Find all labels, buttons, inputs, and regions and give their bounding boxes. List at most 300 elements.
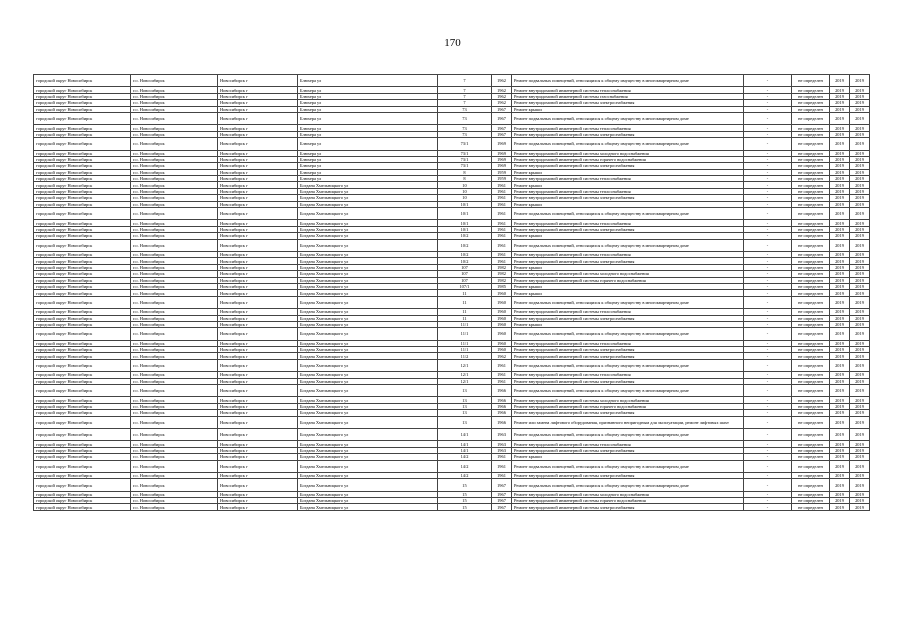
district-cell: г.о. Новосибирск <box>131 258 218 264</box>
house-number-cell: 10/2 <box>438 258 492 264</box>
house-number-cell: 11/2 <box>438 353 492 359</box>
district-cell: г.о. Новосибирск <box>131 150 218 156</box>
street-cell: Блюхера ул <box>298 131 438 137</box>
dash-cell: - <box>744 75 792 87</box>
year-start-cell: 2019 <box>830 271 850 277</box>
contractor-cell: не определен <box>792 296 830 308</box>
work-type-cell: Ремонт внутридомовой инженерной системы электроснабжения <box>512 226 744 232</box>
locality-cell: Новосибирск г <box>218 359 298 371</box>
house-number-cell: 14/1 <box>438 447 492 453</box>
district-cell: г.о. Новосибирск <box>131 385 218 397</box>
work-type-cell: Ремонт крыши <box>512 290 744 296</box>
table-row <box>34 504 870 510</box>
municipality-cell: городской округ Новосибирск <box>34 169 131 175</box>
dash-cell: - <box>744 106 792 112</box>
year-start-cell: 2019 <box>830 106 850 112</box>
house-number-cell: 15 <box>438 498 492 504</box>
street-cell: Богдана Хмельницкого ул <box>298 347 438 353</box>
contractor-cell: не определен <box>792 472 830 478</box>
locality-cell: Новосибирск г <box>218 441 298 447</box>
dash-cell: - <box>744 169 792 175</box>
table-row <box>34 75 870 87</box>
contractor-cell: не определен <box>792 403 830 409</box>
locality-cell: Новосибирск г <box>218 100 298 106</box>
year-end-cell: 2019 <box>850 397 870 403</box>
locality-cell: Новосибирск г <box>218 233 298 239</box>
year-start-cell: 2019 <box>830 472 850 478</box>
street-cell: Блюхера ул <box>298 138 438 150</box>
district-cell: г.о. Новосибирск <box>131 138 218 150</box>
year-end-cell: 2019 <box>850 347 870 353</box>
dash-cell: - <box>744 372 792 378</box>
street-cell: Богдана Хмельницкого ул <box>298 283 438 289</box>
work-type-cell: Ремонт внутридомовой инженерной системы горячего водоснабжения <box>512 156 744 162</box>
municipality-cell: городской округ Новосибирск <box>34 498 131 504</box>
district-cell: г.о. Новосибирск <box>131 353 218 359</box>
street-cell: Богдана Хмельницкого ул <box>298 188 438 194</box>
municipality-cell: городской округ Новосибирск <box>34 347 131 353</box>
year-start-cell: 2019 <box>830 441 850 447</box>
build-year-cell: 1961 <box>492 226 512 232</box>
build-year-cell: 1961 <box>492 239 512 251</box>
municipality-cell: городской округ Новосибирск <box>34 403 131 409</box>
build-year-cell: 1960 <box>492 290 512 296</box>
work-type-cell: Ремонт подвальных помещений, относящихся к общему имуществу в многоквартирном доме <box>512 479 744 491</box>
work-type-cell: Ремонт внутридомовой инженерной системы теплоснабжения <box>512 188 744 194</box>
year-start-cell: 2019 <box>830 428 850 440</box>
year-end-cell: 2019 <box>850 472 870 478</box>
locality-cell: Новосибирск г <box>218 428 298 440</box>
locality-cell: Новосибирск г <box>218 504 298 510</box>
house-number-cell: 14/2 <box>438 472 492 478</box>
municipality-cell: городской округ Новосибирск <box>34 131 131 137</box>
dash-cell: - <box>744 131 792 137</box>
year-start-cell: 2019 <box>830 277 850 283</box>
street-cell: Богдана Хмельницкого ул <box>298 378 438 384</box>
work-type-cell: Ремонт внутридомовой инженерной системы теплоснабжения <box>512 87 744 93</box>
district-cell: г.о. Новосибирск <box>131 100 218 106</box>
locality-cell: Новосибирск г <box>218 251 298 257</box>
build-year-cell: 1961 <box>492 472 512 478</box>
street-cell: Богдана Хмельницкого ул <box>298 251 438 257</box>
locality-cell: Новосибирск г <box>218 93 298 99</box>
year-start-cell: 2019 <box>830 163 850 169</box>
district-cell: г.о. Новосибирск <box>131 428 218 440</box>
locality-cell: Новосибирск г <box>218 315 298 321</box>
build-year-cell: 1961 <box>492 233 512 239</box>
municipality-cell: городской округ Новосибирск <box>34 112 131 124</box>
build-year-cell: 1966 <box>492 385 512 397</box>
work-type-cell: Ремонт крыши <box>512 321 744 327</box>
house-number-cell: 10/2 <box>438 251 492 257</box>
work-type-cell: Ремонт внутридомовой инженерной системы холодного водоснабжения <box>512 491 744 497</box>
dash-cell: - <box>744 208 792 220</box>
house-number-cell: 14/1 <box>438 428 492 440</box>
dash-cell: - <box>744 491 792 497</box>
municipality-cell: городской округ Новосибирск <box>34 340 131 346</box>
year-end-cell: 2019 <box>850 410 870 416</box>
locality-cell: Новосибирск г <box>218 340 298 346</box>
build-year-cell: 1960 <box>492 296 512 308</box>
locality-cell: Новосибирск г <box>218 125 298 131</box>
contractor-cell: не определен <box>792 498 830 504</box>
build-year-cell: 1967 <box>492 112 512 124</box>
build-year-cell: 1960 <box>492 309 512 315</box>
contractor-cell: не определен <box>792 372 830 378</box>
locality-cell: Новосибирск г <box>218 188 298 194</box>
house-number-cell: 73 <box>438 112 492 124</box>
municipality-cell: городской округ Новосибирск <box>34 75 131 87</box>
work-type-cell: Ремонт внутридомовой инженерной системы электроснабжения <box>512 100 744 106</box>
locality-cell: Новосибирск г <box>218 479 298 491</box>
work-type-cell: Ремонт внутридомовой инженерной системы газоснабжения <box>512 93 744 99</box>
street-cell: Блюхера ул <box>298 106 438 112</box>
street-cell: Богдана Хмельницкого ул <box>298 239 438 251</box>
house-number-cell: 73/1 <box>438 156 492 162</box>
build-year-cell: 1960 <box>492 328 512 340</box>
house-number-cell: 10/1 <box>438 208 492 220</box>
district-cell: г.о. Новосибирск <box>131 315 218 321</box>
house-number-cell: 73 <box>438 106 492 112</box>
year-end-cell: 2019 <box>850 378 870 384</box>
municipality-cell: городской округ Новосибирск <box>34 385 131 397</box>
district-cell: г.о. Новосибирск <box>131 75 218 87</box>
dash-cell: - <box>744 410 792 416</box>
district-cell: г.о. Новосибирск <box>131 188 218 194</box>
dash-cell: - <box>744 239 792 251</box>
locality-cell: Новосибирск г <box>218 208 298 220</box>
year-end-cell: 2019 <box>850 150 870 156</box>
work-type-cell: Ремонт внутридомовой инженерной системы теплоснабжения <box>512 340 744 346</box>
dash-cell: - <box>744 353 792 359</box>
district-cell: г.о. Новосибирск <box>131 163 218 169</box>
municipality-cell: городской округ Новосибирск <box>34 258 131 264</box>
year-start-cell: 2019 <box>830 315 850 321</box>
district-cell: г.о. Новосибирск <box>131 472 218 478</box>
year-start-cell: 2019 <box>830 188 850 194</box>
street-cell: Богдана Хмельницкого ул <box>298 271 438 277</box>
district-cell: г.о. Новосибирск <box>131 397 218 403</box>
year-end-cell: 2019 <box>850 277 870 283</box>
locality-cell: Новосибирск г <box>218 258 298 264</box>
house-number-cell: 7 <box>438 87 492 93</box>
work-type-cell: Ремонт подвальных помещений, относящихся к общему имуществу в многоквартирном доме <box>512 138 744 150</box>
house-number-cell: 13 <box>438 410 492 416</box>
year-start-cell: 2019 <box>830 75 850 87</box>
year-start-cell: 2019 <box>830 93 850 99</box>
work-type-cell: Ремонт внутридомовой инженерной системы холодного водоснабжения <box>512 150 744 156</box>
municipality-cell: городской округ Новосибирск <box>34 182 131 188</box>
contractor-cell: не определен <box>792 454 830 460</box>
year-end-cell: 2019 <box>850 447 870 453</box>
municipality-cell: городской округ Новосибирск <box>34 100 131 106</box>
contractor-cell: не определен <box>792 460 830 472</box>
street-cell: Богдана Хмельницкого ул <box>298 258 438 264</box>
contractor-cell: не определен <box>792 125 830 131</box>
year-end-cell: 2019 <box>850 75 870 87</box>
district-cell: г.о. Новосибирск <box>131 321 218 327</box>
locality-cell: Новосибирск г <box>218 264 298 270</box>
year-end-cell: 2019 <box>850 87 870 93</box>
build-year-cell: 1966 <box>492 410 512 416</box>
municipality-cell: городской округ Новосибирск <box>34 359 131 371</box>
year-start-cell: 2019 <box>830 87 850 93</box>
contractor-cell: не определен <box>792 410 830 416</box>
year-start-cell: 2019 <box>830 504 850 510</box>
dash-cell: - <box>744 403 792 409</box>
municipality-cell: городской округ Новосибирск <box>34 378 131 384</box>
locality-cell: Новосибирск г <box>218 353 298 359</box>
municipality-cell: городской округ Новосибирск <box>34 150 131 156</box>
build-year-cell: 1967 <box>492 479 512 491</box>
locality-cell: Новосибирск г <box>218 498 298 504</box>
municipality-cell: городской округ Новосибирск <box>34 87 131 93</box>
municipality-cell: городской округ Новосибирск <box>34 163 131 169</box>
street-cell: Богдана Хмельницкого ул <box>298 403 438 409</box>
district-cell: г.о. Новосибирск <box>131 359 218 371</box>
municipality-cell: городской округ Новосибирск <box>34 125 131 131</box>
year-end-cell: 2019 <box>850 372 870 378</box>
street-cell: Богдана Хмельницкого ул <box>298 460 438 472</box>
district-cell: г.о. Новосибирск <box>131 233 218 239</box>
contractor-cell: не определен <box>792 188 830 194</box>
year-start-cell: 2019 <box>830 100 850 106</box>
locality-cell: Новосибирск г <box>218 378 298 384</box>
dash-cell: - <box>744 460 792 472</box>
municipality-cell: городской округ Новосибирск <box>34 397 131 403</box>
year-end-cell: 2019 <box>850 340 870 346</box>
district-cell: г.о. Новосибирск <box>131 201 218 207</box>
build-year-cell: 1961 <box>492 195 512 201</box>
work-type-cell: Ремонт внутридомовой инженерной системы электроснабжения <box>512 447 744 453</box>
dash-cell: - <box>744 93 792 99</box>
street-cell: Блюхера ул <box>298 125 438 131</box>
year-end-cell: 2019 <box>850 460 870 472</box>
contractor-cell: не определен <box>792 220 830 226</box>
build-year-cell: 1961 <box>492 258 512 264</box>
build-year-cell: 1982 <box>492 271 512 277</box>
dash-cell: - <box>744 397 792 403</box>
year-end-cell: 2019 <box>850 226 870 232</box>
house-number-cell: 73/1 <box>438 150 492 156</box>
year-start-cell: 2019 <box>830 447 850 453</box>
work-type-cell: Ремонт внутридомовой инженерной системы теплоснабжения <box>512 441 744 447</box>
year-end-cell: 2019 <box>850 353 870 359</box>
house-number-cell: 12/1 <box>438 372 492 378</box>
municipality-cell: городской округ Новосибирск <box>34 321 131 327</box>
work-type-cell: Ремонт подвальных помещений, относящихся к общему имуществу в многоквартирном доме <box>512 112 744 124</box>
contractor-cell: не определен <box>792 385 830 397</box>
locality-cell: Новосибирск г <box>218 271 298 277</box>
locality-cell: Новосибирск г <box>218 491 298 497</box>
build-year-cell: 1960 <box>492 321 512 327</box>
contractor-cell: не определен <box>792 176 830 182</box>
street-cell: Богдана Хмельницкого ул <box>298 447 438 453</box>
year-end-cell: 2019 <box>850 441 870 447</box>
contractor-cell: не определен <box>792 283 830 289</box>
year-end-cell: 2019 <box>850 403 870 409</box>
district-cell: г.о. Новосибирск <box>131 347 218 353</box>
build-year-cell: 1963 <box>492 441 512 447</box>
work-type-cell: Ремонт подвальных помещений, относящихся к общему имуществу в многоквартирном доме <box>512 75 744 87</box>
year-end-cell: 2019 <box>850 251 870 257</box>
house-number-cell: 10/1 <box>438 201 492 207</box>
contractor-cell: не определен <box>792 93 830 99</box>
year-start-cell: 2019 <box>830 169 850 175</box>
year-start-cell: 2019 <box>830 290 850 296</box>
year-start-cell: 2019 <box>830 372 850 378</box>
dash-cell: - <box>744 290 792 296</box>
dash-cell: - <box>744 277 792 283</box>
year-start-cell: 2019 <box>830 220 850 226</box>
build-year-cell: 1967 <box>492 106 512 112</box>
locality-cell: Новосибирск г <box>218 296 298 308</box>
municipality-cell: городской округ Новосибирск <box>34 353 131 359</box>
contractor-cell: не определен <box>792 233 830 239</box>
locality-cell: Новосибирск г <box>218 309 298 315</box>
year-start-cell: 2019 <box>830 258 850 264</box>
build-year-cell: 1959 <box>492 169 512 175</box>
contractor-cell: не определен <box>792 100 830 106</box>
municipality-cell: городской округ Новосибирск <box>34 93 131 99</box>
work-type-cell: Ремонт подвальных помещений, относящихся к общему имуществу в многоквартирном доме <box>512 208 744 220</box>
contractor-cell: не определен <box>792 315 830 321</box>
build-year-cell: 1966 <box>492 416 512 428</box>
municipality-cell: городской округ Новосибирск <box>34 106 131 112</box>
street-cell: Богдана Хмельницкого ул <box>298 372 438 378</box>
work-type-cell: Ремонт внутридомовой инженерной системы электроснабжения <box>512 163 744 169</box>
build-year-cell: 1963 <box>492 428 512 440</box>
year-end-cell: 2019 <box>850 195 870 201</box>
municipality-cell: городской округ Новосибирск <box>34 309 131 315</box>
locality-cell: Новосибирск г <box>218 239 298 251</box>
dash-cell: - <box>744 233 792 239</box>
street-cell: Блюхера ул <box>298 112 438 124</box>
year-start-cell: 2019 <box>830 150 850 156</box>
year-end-cell: 2019 <box>850 106 870 112</box>
street-cell: Блюхера ул <box>298 176 438 182</box>
house-number-cell: 13 <box>438 416 492 428</box>
locality-cell: Новосибирск г <box>218 372 298 378</box>
build-year-cell: 1966 <box>492 403 512 409</box>
build-year-cell: 1961 <box>492 182 512 188</box>
work-type-cell: Ремонт внутридомовой инженерной системы электроснабжения <box>512 378 744 384</box>
build-year-cell: 1961 <box>492 208 512 220</box>
table-row <box>34 428 870 440</box>
locality-cell: Новосибирск г <box>218 150 298 156</box>
locality-cell: Новосибирск г <box>218 182 298 188</box>
dash-cell: - <box>744 340 792 346</box>
build-year-cell: 1961 <box>492 188 512 194</box>
build-year-cell: 1962 <box>492 353 512 359</box>
locality-cell: Новосибирск г <box>218 328 298 340</box>
table-row <box>34 296 870 308</box>
municipality-cell: городской округ Новосибирск <box>34 226 131 232</box>
year-start-cell: 2019 <box>830 353 850 359</box>
street-cell: Богдана Хмельницкого ул <box>298 472 438 478</box>
contractor-cell: не определен <box>792 239 830 251</box>
build-year-cell: 1966 <box>492 397 512 403</box>
year-start-cell: 2019 <box>830 226 850 232</box>
house-number-cell: 11/1 <box>438 321 492 327</box>
house-number-cell: 15 <box>438 479 492 491</box>
street-cell: Богдана Хмельницкого ул <box>298 195 438 201</box>
build-year-cell: 1960 <box>492 315 512 321</box>
house-number-cell: 10/2 <box>438 233 492 239</box>
build-year-cell: 1985 <box>492 283 512 289</box>
street-cell: Богдана Хмельницкого ул <box>298 504 438 510</box>
year-start-cell: 2019 <box>830 251 850 257</box>
municipality-cell: городской округ Новосибирск <box>34 441 131 447</box>
year-end-cell: 2019 <box>850 100 870 106</box>
year-start-cell: 2019 <box>830 201 850 207</box>
locality-cell: Новосибирск г <box>218 156 298 162</box>
locality-cell: Новосибирск г <box>218 454 298 460</box>
house-number-cell: 12/1 <box>438 378 492 384</box>
contractor-cell: не определен <box>792 504 830 510</box>
municipality-cell: городской округ Новосибирск <box>34 201 131 207</box>
year-start-cell: 2019 <box>830 195 850 201</box>
work-type-cell: Ремонт внутридомовой инженерной системы электроснабжения <box>512 504 744 510</box>
work-type-cell: Ремонт подвальных помещений, относящихся к общему имуществу в многоквартирном доме <box>512 239 744 251</box>
locality-cell: Новосибирск г <box>218 410 298 416</box>
table-row <box>34 479 870 491</box>
contractor-cell: не определен <box>792 347 830 353</box>
house-number-cell: 73 <box>438 131 492 137</box>
street-cell: Богдана Хмельницкого ул <box>298 454 438 460</box>
year-end-cell: 2019 <box>850 239 870 251</box>
municipality-cell: городской округ Новосибирск <box>34 264 131 270</box>
street-cell: Богдана Хмельницкого ул <box>298 220 438 226</box>
build-year-cell: 1960 <box>492 340 512 346</box>
dash-cell: - <box>744 271 792 277</box>
contractor-cell: не определен <box>792 131 830 137</box>
house-number-cell: 12/1 <box>438 359 492 371</box>
locality-cell: Новосибирск г <box>218 201 298 207</box>
work-type-cell: Ремонт внутридомовой инженерной системы теплоснабжения <box>512 309 744 315</box>
district-cell: г.о. Новосибирск <box>131 220 218 226</box>
year-start-cell: 2019 <box>830 328 850 340</box>
house-number-cell: 11/1 <box>438 340 492 346</box>
locality-cell: Новосибирск г <box>218 106 298 112</box>
district-cell: г.о. Новосибирск <box>131 372 218 378</box>
dash-cell: - <box>744 347 792 353</box>
municipality-cell: городской округ Новосибирск <box>34 176 131 182</box>
locality-cell: Новосибирск г <box>218 321 298 327</box>
street-cell: Богдана Хмельницкого ул <box>298 410 438 416</box>
year-end-cell: 2019 <box>850 156 870 162</box>
district-cell: г.о. Новосибирск <box>131 447 218 453</box>
municipality-cell: городской округ Новосибирск <box>34 491 131 497</box>
work-type-cell: Ремонт подвальных помещений, относящихся к общему имуществу в многоквартирном доме <box>512 296 744 308</box>
year-start-cell: 2019 <box>830 491 850 497</box>
contractor-cell: не определен <box>792 397 830 403</box>
year-end-cell: 2019 <box>850 416 870 428</box>
contractor-cell: не определен <box>792 169 830 175</box>
street-cell: Богдана Хмельницкого ул <box>298 328 438 340</box>
municipality-cell: городской округ Новосибирск <box>34 251 131 257</box>
street-cell: Блюхера ул <box>298 75 438 87</box>
municipality-cell: городской округ Новосибирск <box>34 315 131 321</box>
work-type-cell: Ремонт внутридомовой инженерной системы электроснабжения <box>512 315 744 321</box>
dash-cell: - <box>744 378 792 384</box>
year-start-cell: 2019 <box>830 182 850 188</box>
year-end-cell: 2019 <box>850 296 870 308</box>
dash-cell: - <box>744 195 792 201</box>
work-type-cell: Ремонт или замена лифтового оборудования, признанного непригодным для эксплуатации, ремонт лифтовых шахт <box>512 416 744 428</box>
build-year-cell: 1967 <box>492 491 512 497</box>
work-type-cell: Ремонт крыши <box>512 106 744 112</box>
